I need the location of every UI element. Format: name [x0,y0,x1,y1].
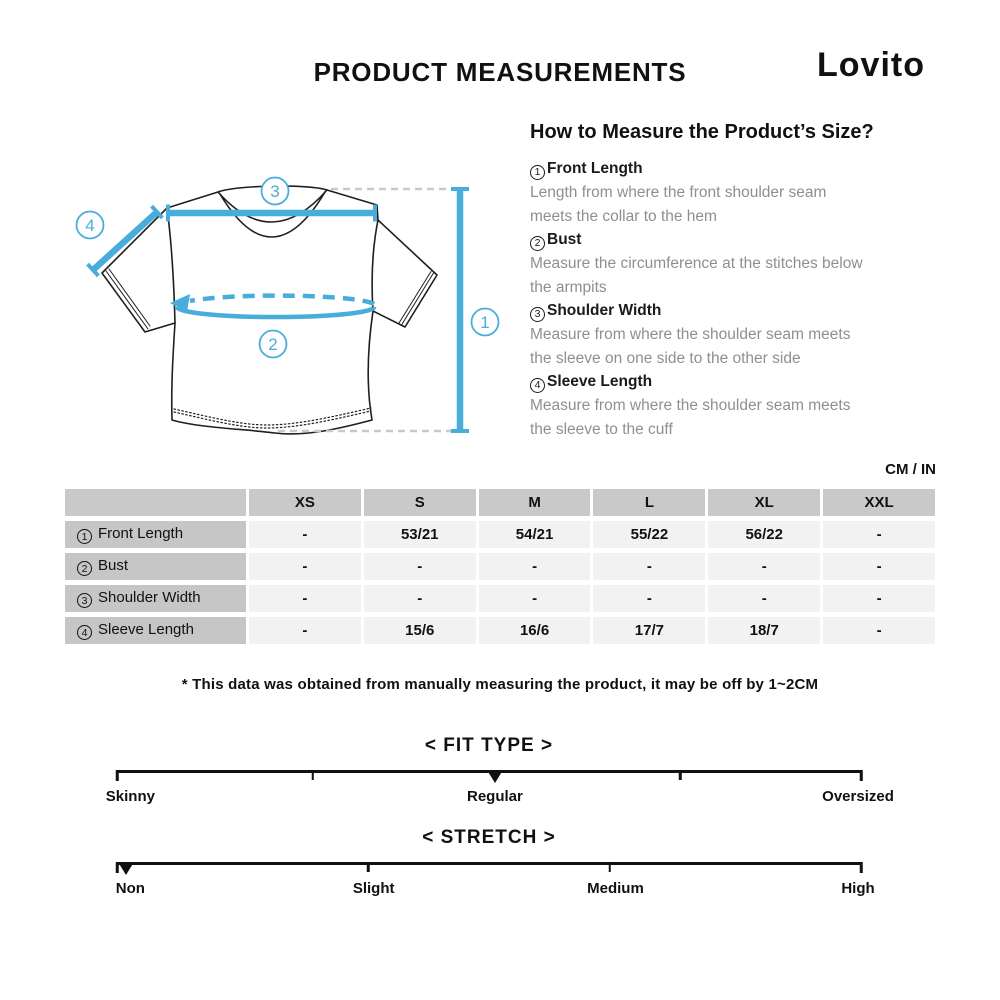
stretch-title: < STRETCH > [422,827,556,848]
table-row [65,617,935,644]
stretch-label-medium: Medium [587,880,644,897]
stretch-slider [115,827,875,900]
measure-instruction-label: Bust [547,231,582,248]
fit-type-label-skinny: Skinny [105,788,155,805]
measurement-cell: 55/22 [593,521,705,548]
measurement-cell: - [593,585,705,612]
row-label [65,585,246,612]
measurement-cell: - [479,585,591,612]
circled-number-icon: 2 [530,236,545,251]
marker-shoulder-width [262,178,289,205]
size-table-header-row [65,489,935,516]
size-column-header: M [479,489,591,516]
circled-number-icon: 1 [530,165,545,180]
measurement-cell: - [364,585,476,612]
row-label-text: Bust [98,556,129,574]
measurement-cell: - [823,521,935,548]
measure-instruction-name [530,370,864,394]
marker-sleeve-length [77,212,104,239]
circled-number-icon: 4 [530,378,545,393]
stretch-labels [115,880,875,900]
front-length-measure [451,189,469,431]
stretch-label-non: Non [115,880,145,897]
row-label-text: Front Length [98,524,184,542]
circled-number-icon: 1 [77,529,92,544]
measure-instruction [530,370,864,441]
measurement-cell: 56/22 [708,521,820,548]
table-corner-cell [65,489,246,516]
row-label-text: Sleeve Length [98,620,194,638]
measurement-cell: - [364,553,476,580]
measurement-cell: 16/6 [479,617,591,644]
measurement-cell: 17/7 [593,617,705,644]
marker-front-length [472,309,499,336]
measurement-cell: 15/6 [364,617,476,644]
brand-logo: Lovito [817,46,925,84]
measure-instruction [530,157,864,228]
measurement-cell: 54/21 [479,521,591,548]
svg-text:1: 1 [480,313,490,332]
row-label [65,553,246,580]
measurement-cell: - [249,553,361,580]
svg-text:2: 2 [268,335,278,354]
fit-type-tick [679,770,682,780]
circled-number-icon: 4 [77,625,92,640]
fit-type-labels [105,788,894,808]
measure-instruction [530,228,864,299]
how-to-measure-section [530,121,874,441]
measurement-cell: 18/7 [708,617,820,644]
page-title: PRODUCT MEASUREMENTS [313,57,687,87]
row-label-text: Shoulder Width [98,588,201,606]
fit-type-title: < FIT TYPE > [424,735,554,756]
size-column-header: XXL [823,489,935,516]
fit-type-slider [105,735,894,808]
size-table [62,484,938,649]
stretch-label-slight: Slight [352,880,395,897]
measure-instruction-desc: Measure from where the shoulder seam meets the sleeve on one side to the other side [530,326,851,367]
measure-instruction-name [530,157,864,181]
stretch-track [117,862,861,876]
stretch-line [117,862,861,865]
measurement-cell: - [249,585,361,612]
measurement-cell: - [708,585,820,612]
how-to-items [530,157,864,441]
size-column-header: L [593,489,705,516]
tshirt-diagram [60,165,520,465]
fit-type-tick [311,770,314,780]
circled-number-icon: 3 [77,593,92,608]
fit-type-tick [116,770,119,781]
measurement-cell: - [249,521,361,548]
row-label [65,617,246,644]
stretch-tick [367,862,370,872]
measurement-cell: - [593,553,705,580]
size-column-header: XL [708,489,820,516]
tshirt-outline [102,186,437,434]
stretch-marker-icon [118,862,134,875]
stretch-tick [608,862,611,872]
fit-type-track [117,770,861,784]
measure-instruction-label: Shoulder Width [547,302,662,319]
unit-label: CM / IN [885,461,936,478]
size-column-header: XS [249,489,361,516]
measure-instruction-desc: Measure the circumference at the stitches below the armpits [530,255,863,296]
measure-instruction-label: Sleeve Length [547,373,653,390]
measure-instruction-desc: Length from where the front shoulder seam meets the collar to the hem [530,184,827,225]
table-footnote: * This data was obtained from manually measuring the product, it may be off by 1~2CM [181,676,819,693]
measure-instruction-label: Front Length [547,160,643,177]
measure-instruction-name [530,228,864,252]
circled-number-icon: 2 [77,561,92,576]
circled-number-icon: 3 [530,307,545,322]
stretch-tick [860,862,863,873]
measurement-cell: - [479,553,591,580]
table-row [65,521,935,548]
measure-instruction [530,299,864,370]
svg-text:3: 3 [270,182,280,201]
fit-type-marker-icon [487,770,503,783]
measure-instruction-name [530,299,864,323]
stretch-label-high: High [841,880,875,897]
measurement-cell: - [823,553,935,580]
how-to-title: How to Measure the Product’s Size? [530,121,874,143]
measurement-cell: - [249,617,361,644]
marker-bust [260,331,287,358]
svg-text:4: 4 [85,216,95,235]
fit-type-label-oversized: Oversized [822,788,894,805]
size-column-header: S [364,489,476,516]
measurement-cell: 53/21 [364,521,476,548]
measurement-cell: - [823,617,935,644]
measure-instruction-desc: Measure from where the shoulder seam meets the sleeve to the cuff [530,397,851,438]
table-row [65,585,935,612]
fit-type-label-regular: Regular [467,788,523,805]
table-row [65,553,935,580]
measurement-cell: - [708,553,820,580]
measurement-cell: - [823,585,935,612]
row-label [65,521,246,548]
fit-type-tick [860,770,863,781]
